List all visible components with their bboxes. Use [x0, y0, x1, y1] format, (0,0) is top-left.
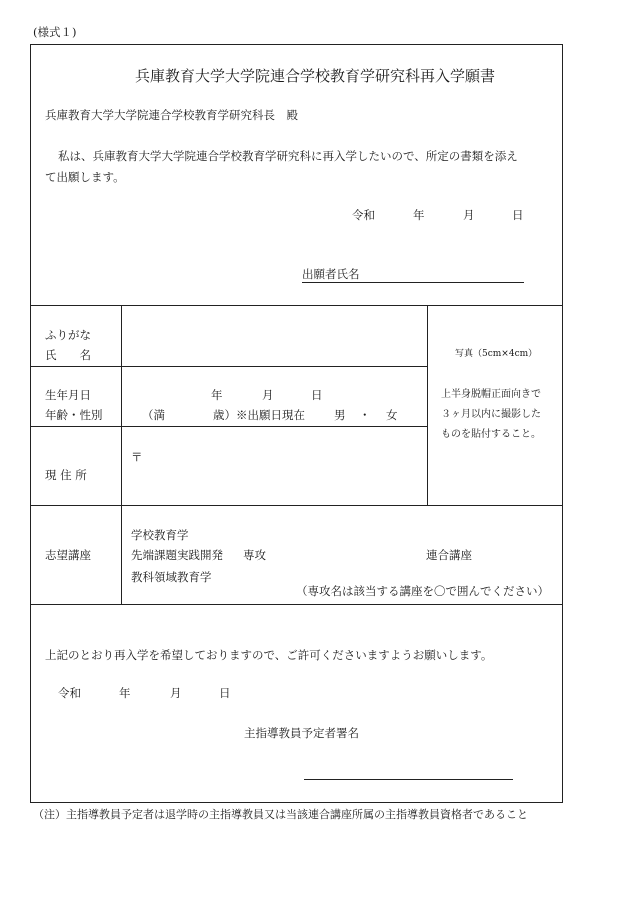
birth-year-label: 年 [211, 388, 223, 402]
date-era: 令和 [352, 208, 375, 222]
divider-birth-row [30, 426, 428, 427]
course-option-subject-education[interactable]: 教科領域教育学 [131, 570, 212, 584]
age-open: （満 [142, 408, 165, 422]
course-label: 志望講座 [45, 548, 91, 562]
footnote: （注）主指導教員予定者は退学時の主指導教員又は当該連合講座所属の主指導教員資格者であること [33, 808, 528, 821]
course-note: （専攻名は該当する講座を〇で囲んでください） [296, 584, 549, 598]
divider-label-column [121, 305, 122, 604]
birth-day-label: 日 [311, 388, 323, 402]
signature-date-era: 令和 [58, 686, 81, 700]
divider-header [30, 305, 563, 306]
supervisor-signature-line[interactable] [304, 779, 513, 780]
sex-male-option[interactable]: 男 [334, 408, 346, 422]
intro-text-line2: て出願します。 [45, 170, 125, 184]
divider-name-row [30, 366, 428, 367]
request-text: 上記のとおり再入学を希望しておりますので、ご許可くださいますようお願いします。 [45, 648, 493, 662]
form-number-label: (様式１) [33, 25, 77, 39]
course-option-advanced-practice[interactable]: 先端課題実践開発 [131, 548, 223, 562]
supervisor-signature-label: 主指導教員予定者署名 [244, 726, 359, 740]
date-month-label: 月 [463, 208, 475, 222]
intro-text-line1: 私は、兵庫教育大学大学院連合学校教育学研究科に再入学したいので、所定の書類を添え [58, 149, 518, 163]
divider-photo-column [427, 305, 428, 505]
photo-title: 写真（5cm×4cm） [455, 349, 538, 359]
page-title: 兵庫教育大学大学院連合学校教育学研究科再入学願書 [134, 67, 495, 85]
birth-date-label: 生年月日 [45, 388, 91, 402]
signature-date-year: 年 [119, 686, 131, 700]
sex-female-option[interactable]: 女 [386, 408, 398, 422]
photo-note-line1: 上半身脱帽正面向きで [441, 389, 541, 400]
signature-date-day: 日 [219, 686, 231, 700]
birth-month-label: 月 [262, 388, 274, 402]
course-option-school-education[interactable]: 学校教育学 [131, 528, 189, 542]
photo-note-line3: ものを貼付すること。 [441, 429, 541, 440]
major-label: 専攻 [243, 548, 266, 562]
date-day-label: 日 [512, 208, 524, 222]
address-label: 現 住 所 [45, 468, 87, 482]
name-label: 氏 名 [45, 348, 91, 362]
signature-date-month: 月 [170, 686, 182, 700]
photo-note-line2: ３ヶ月以内に撮影した [441, 409, 541, 420]
joint-course-label: 連合講座 [426, 548, 472, 562]
date-year-label: 年 [413, 208, 425, 222]
sex-separator: ・ [359, 408, 371, 422]
age-sex-label: 年齢・性別 [45, 408, 103, 422]
furigana-label: ふりがな [45, 328, 91, 342]
age-close: 歳）※出願日現在 [213, 408, 305, 422]
applicant-name-label: 出願者氏名 [302, 267, 360, 281]
addressee: 兵庫教育大学大学院連合学校教育学研究科長 殿 [45, 108, 298, 122]
applicant-name-line[interactable] [302, 282, 524, 283]
divider-address-row [30, 505, 563, 506]
divider-course-row [30, 604, 563, 605]
postal-mark: 〒 [131, 450, 143, 464]
